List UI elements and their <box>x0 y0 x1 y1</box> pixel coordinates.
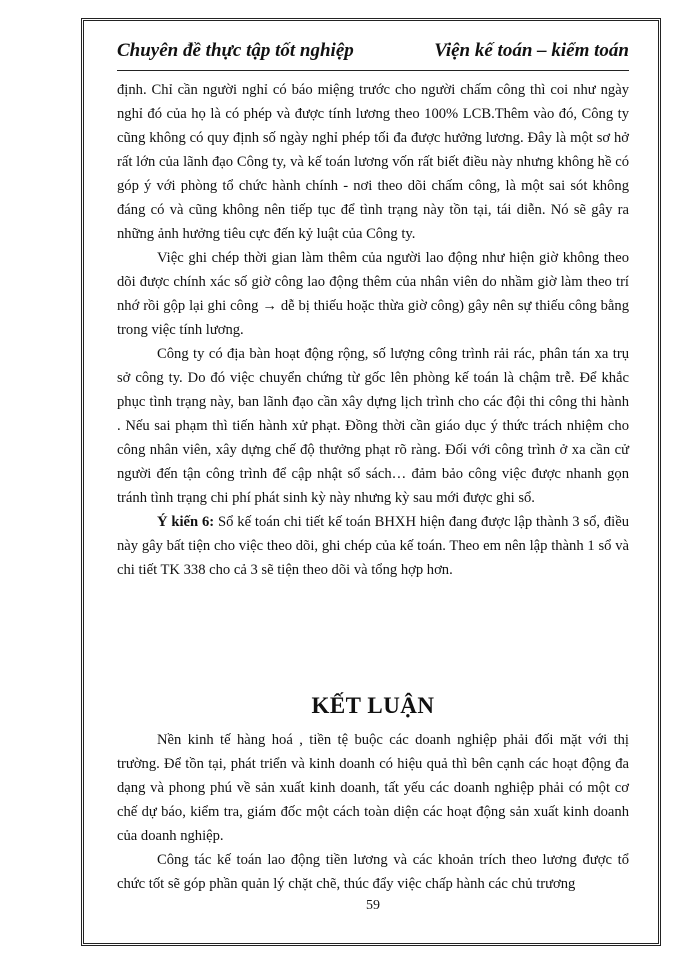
paragraph-overtime: Việc ghi chép thời gian làm thêm của người lao động như hiện giờ không theo dõi được chính xác số giờ công lao động thêm của nhân viên do nhầm giờ làm theo trí nhớ rồi gộp lại ghi công → dễ bị thiếu hoặc thừa giờ công) gây nên sự thiếu công bằng trong việc tính lương. <box>117 250 629 338</box>
header-right-title: Viện kế toán – kiểm toán <box>434 40 629 61</box>
header-left-title: Chuyên đề thực tập tốt nghiệp <box>117 40 354 61</box>
conclusion-paragraph-2: Công tác kế toán lao động tiền lương và các khoản trích theo lương được tổ chức tốt sẽ góp phần quản lý chặt chẽ, thúc đẩy việc chấp hành các chủ trương <box>117 852 629 892</box>
paragraph-documents: Công ty có địa bàn hoạt động rộng, số lượng công trình rải rác, phân tán xa trụ sở công ty. Do đó việc chuyển chứng từ gốc lên phòng kế toán là chậm trễ. Để khắc phục tình trạng này, ban lãnh đạo cần xây dựng lịch trình cho các đội thi công thi hành . Nếu sai phạm thì tiến hành xử phạt. Đồng thời cần giáo dục ý thức trách nhiệm cho công nhân viên, xây dựng chế độ thưởng phạt rõ ràng. Đối với công trình ở xa cần cử người đến tận công trình để cập nhật sổ sách… đảm bảo công việc được nhanh gọn tránh tình trạng chi phí phát sinh kỳ này nhưng kỳ sau mới được ghi sổ. <box>117 346 629 506</box>
opinion-label: Ý kiến 6: <box>157 514 215 530</box>
paragraph-opinion-6 <box>117 510 629 582</box>
conclusion-paragraph-1: Nền kinh tế hàng hoá , tiền tệ buộc các doanh nghiệp phải đối mặt với thị trường. Để tồn tại, phát triển và kinh doanh có hiệu quả thì bên cạnh các hoạt động đa dạng và phong phú về sản xuất kinh doanh, tất yếu các doanh nghiệp phải có một cơ chế dự báo, kiểm tra, giám đốc một cách toàn diện các hoạt động sản xuất kinh doanh của doanh nghiệp. <box>117 732 629 844</box>
body-text <box>117 78 629 582</box>
page-number: 59 <box>366 898 380 913</box>
paragraph-continued: định. Chỉ cần người nghỉ có báo miệng trước cho người chấm công thì coi như ngày nghỉ đó của họ là có phép và được tính lương theo 100% LCB.Thêm vào đó, Công ty cũng không có quy định số ngày nghỉ phép tối đa được hưởng lương. Đây là một sơ hở rất lớn của lãnh đạo Công ty, và kế toán lương vốn rất biết điều này nhưng không hề có góp ý với phòng tổ chức hành chính - nơi theo dõi chấm công, là một sai sót không đáng có và cũng không nên tiếp tục để tình trạng này tồn tại, tái diễn. Nó sẽ gây ra những ảnh hưởng tiêu cực đến kỷ luật của Công ty. <box>117 82 629 242</box>
opinion-text: Sổ kế toán chi tiết kế toán BHXH hiện đang được lập thành 3 sổ, điều này gây bất tiện cho việc theo dõi, ghi chép của kế toán. Theo em nên lập thành 1 sổ và chi tiết TK 338 cho cả 3 sẽ tiện theo dõi và tổng hợp hơn. <box>117 514 629 578</box>
running-header <box>117 40 629 68</box>
conclusion-heading: KẾT LUẬN <box>311 693 435 718</box>
header-rule <box>117 70 629 71</box>
conclusion-text <box>117 728 629 896</box>
